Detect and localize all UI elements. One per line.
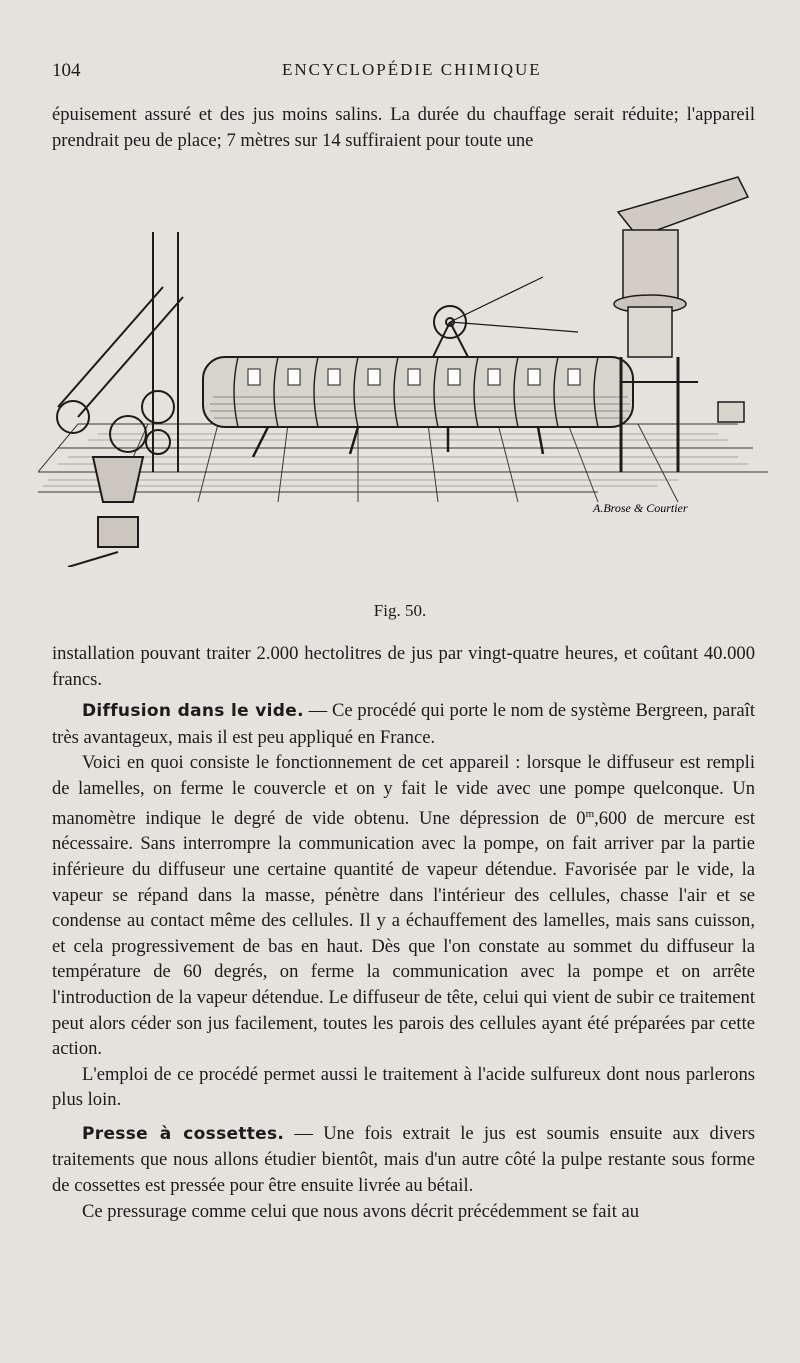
main-text	[52, 641, 755, 1224]
unit-superscript: m	[585, 807, 595, 820]
paragraph-text: — Une fois extrait le jus est soumis ensuite aux divers traitements que nous allons étudier bientôt, mais d'un autre côté la pulpe restante sous forme de cossettes est pressée pour être ensuite livrée au bétail.	[52, 1122, 755, 1197]
paragraph-text: ,600 de mercure est nécessaire. Sans interrompre la communication avec la pompe, on fait arriver par la partie inférieure du diffuseur une certaine quantité de vapeur détendue. Favorisée par le vide, la vapeur se répand dans la masse, pénètre dans l'intérieur des cellules, chasse l'air et se condense au contact même des cellules. Il y a échauffement des lamelles, mais sans cuisson, et cela progressivement de bas en haut. Dès que l'on constate au sommet du diffuseur la température de 60 degrés, on ferme la communication avec la pompe et on arrête l'introduction de la vapeur détendue. Le diffuseur de tête, celui qui vient de subir ce traitement peut alors céder son jus facilement, toutes les parois des cellules ayant été préparées par cette action.	[52, 807, 755, 1060]
right-hopper-tower-drawing	[614, 177, 748, 472]
paragraph-text: Ce pressurage comme celui que nous avons décrit précédemment se fait au	[82, 1200, 640, 1222]
page-header	[52, 60, 752, 90]
section-heading: Presse à cossettes.	[82, 1123, 285, 1144]
drive-pulley-drawing	[433, 277, 578, 357]
drum-windows-drawing	[248, 369, 580, 385]
figure-caption: Fig. 50.	[373, 601, 427, 620]
left-elevator-drawing	[57, 232, 183, 567]
paragraph-text: L'emploi de ce procédé permet aussi le traitement à l'acide sulfureux dont nous parlerons plus loin.	[52, 1063, 755, 1111]
paragraph-text: épuisement assuré et des jus moins salins. La durée du chauffage serait réduite; l'appareil prendrait peu de place; 7 mètres sur 14 suffiraient pour toute une	[52, 104, 755, 151]
section-heading: Diffusion dans le vide.	[82, 701, 304, 722]
top-paragraph	[52, 102, 755, 153]
paragraph-text: installation pouvant traiter 2.000 hectolitres de jus par vingt-quatre heures, et coûtant 40.000 francs.	[52, 643, 755, 690]
rotating-drum-drawing	[203, 357, 633, 427]
engraver-signature: A.Brose & Courtier	[593, 501, 688, 515]
paragraph-presse	[52, 1121, 755, 1199]
figure-illustration	[38, 172, 770, 567]
paragraph-diffusion	[52, 698, 755, 750]
paragraph-voici	[52, 750, 755, 1061]
running-title: ENCYCLOPÉDIE CHIMIQUE	[282, 60, 542, 79]
engraving-drum-machine	[38, 172, 770, 567]
paragraph-text: — Ce procédé qui porte le nom de système Bergreen, paraît très avantageux, mais il est peu appliqué en France.	[52, 700, 756, 748]
page-number: 104	[52, 60, 81, 81]
floor-shading-drawing	[43, 434, 748, 486]
paragraph-text: Voici en quoi consiste le fonctionnement de cet appareil : lorsque le diffuseur est rempli de lamelles, on ferme le couvercle et on y fait le vide avec une pompe quelconque. Un manomètre indique le degré de vide obtenu. Une dépression de 0	[52, 752, 755, 829]
